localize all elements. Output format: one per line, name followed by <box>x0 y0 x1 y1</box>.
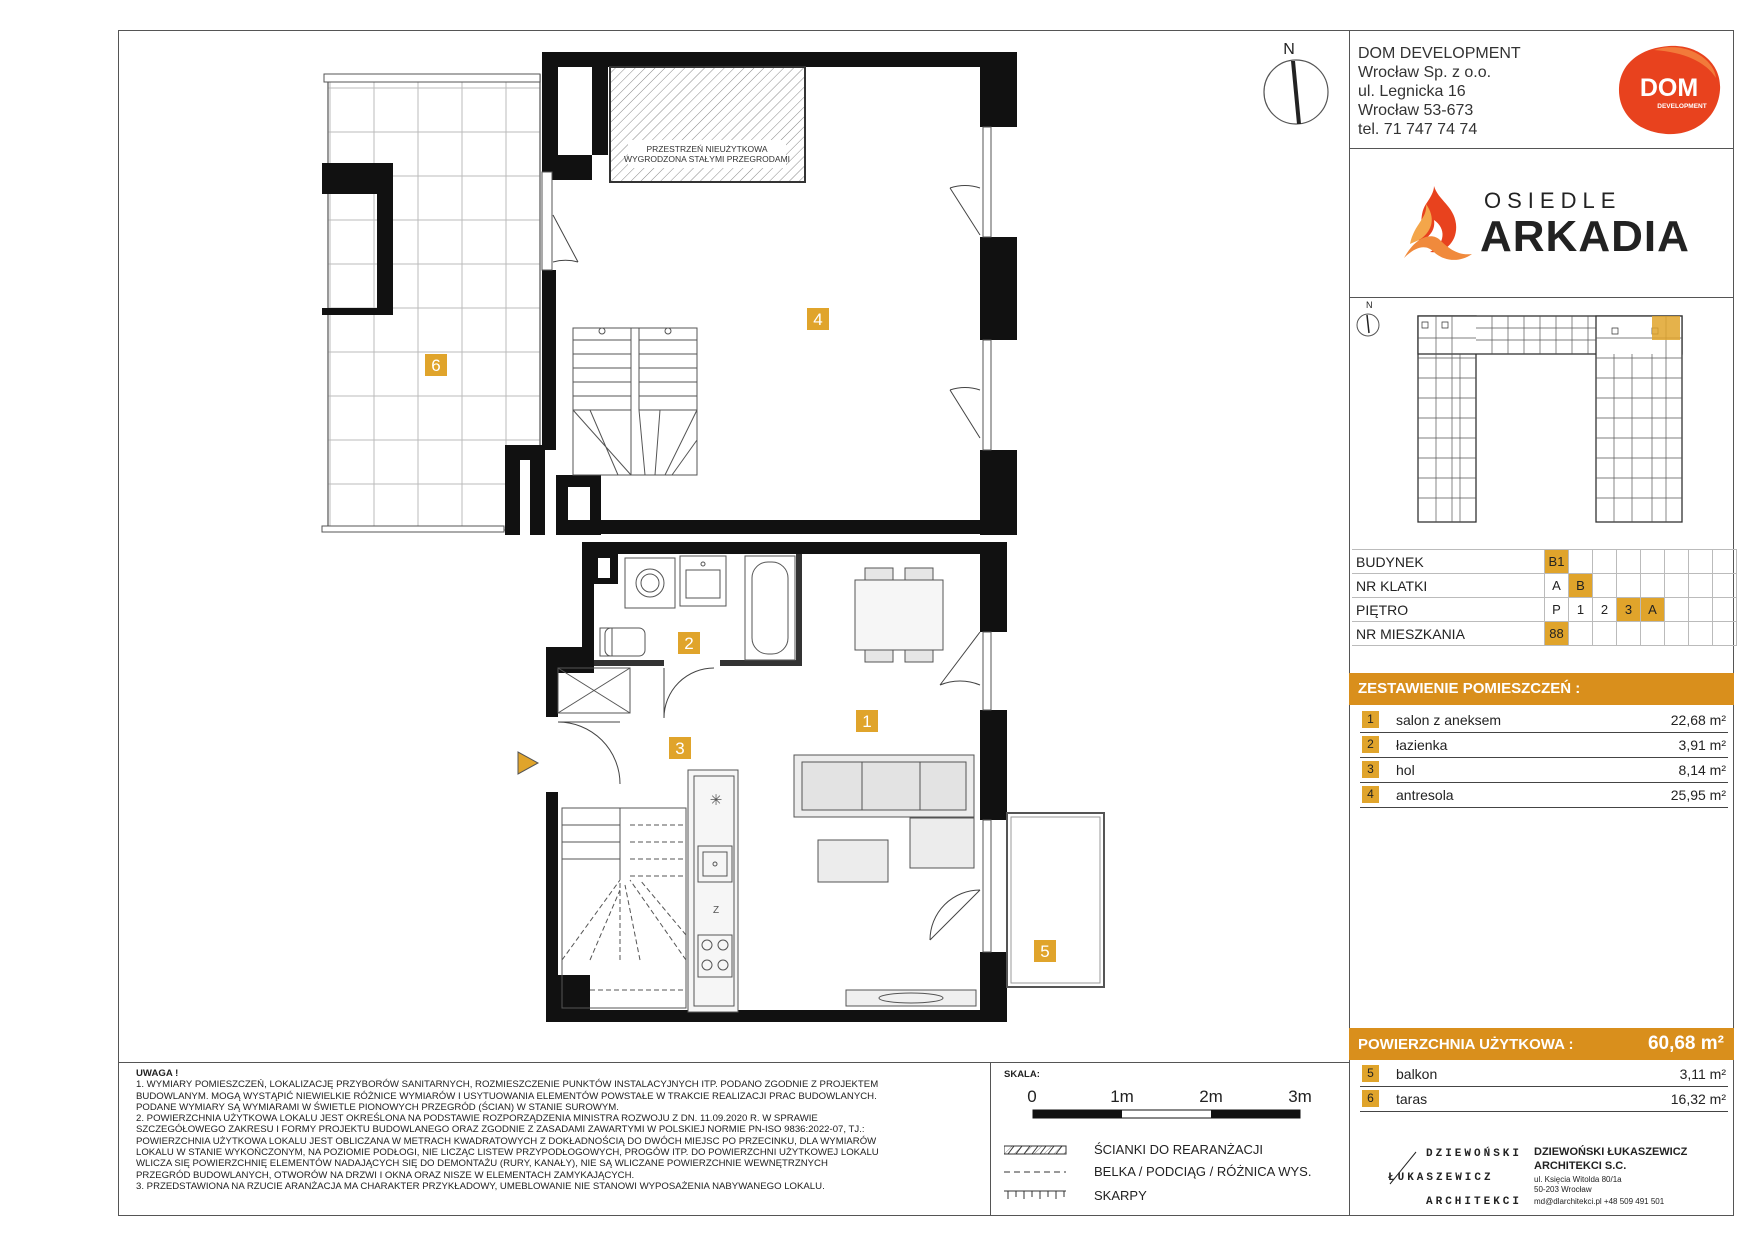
floor-value-a: A <box>1641 598 1665 622</box>
wardrobe <box>558 668 630 713</box>
note-line: WLICZA SIĘ POWIERZCHNIĘ ELEMENTÓW NADAJĄCYCH SIĘ DO DEMONTAŻU (RURY, KANAŁY), NIE SĄ WLICZANE POWIERZCHNIE WEWNĘTRZNYCH <box>136 1158 828 1170</box>
developer-phone: tel. 71 747 74 74 <box>1358 121 1478 138</box>
room-row <box>1360 758 1728 783</box>
svg-text:2: 2 <box>684 634 694 653</box>
apartment-row <box>1352 622 1737 646</box>
footer-column-divider <box>990 1062 991 1216</box>
building-label: BUDYNEK <box>1352 550 1545 574</box>
room-tag-1 <box>856 710 878 732</box>
footer-divider <box>118 1062 1349 1063</box>
room-tag-3 <box>669 737 691 759</box>
room-area: 22,68 m² <box>1670 712 1726 728</box>
living-furniture <box>794 568 976 1006</box>
note-line: BUDOWLANYM. MOGĄ WYSTĄPIĆ NIEWIELKIE RÓŻNICE WYMIARÓW I USYTUOWANIA ELEMENTÓW POWSTAŁE W TRAKCIE REALIZACJI PRAC BUDOWLANYCH. <box>136 1090 877 1102</box>
legend-item <box>996 1140 1346 1160</box>
logo-big-text: ARKADIA <box>1480 212 1690 261</box>
legend-item <box>996 1162 1346 1182</box>
building-row <box>1352 550 1737 574</box>
floor-value-3: 3 <box>1617 598 1641 622</box>
compass-icon <box>1264 41 1328 124</box>
note-line: PODANE WYMIARY SĄ WYMIARAMI W ŚWIETLE PIONOWYCH PRZEGRÓD (ŚCIAN) W STANIE SUROWYM. <box>136 1101 619 1113</box>
legend-text: SKARPY <box>1094 1188 1147 1203</box>
room-row <box>1360 708 1728 733</box>
usable-area-total <box>1349 1028 1734 1060</box>
flame-logo-icon <box>1396 184 1478 264</box>
developer-line2: Wrocław Sp. z o.o. <box>1358 64 1492 81</box>
floor-value-1: 1 <box>1569 598 1593 622</box>
scale-bar <box>1004 1066 1334 1136</box>
entrance-arrow-icon <box>518 752 538 774</box>
room-area: 25,95 m² <box>1670 787 1726 803</box>
floor-label: PIĘTRO <box>1352 598 1545 622</box>
room-name: taras <box>1396 1091 1428 1107</box>
scale-tick: 1m <box>1110 1087 1134 1106</box>
legend-item <box>996 1186 1346 1206</box>
floor-value-p: P <box>1545 598 1569 622</box>
hatched-wall-icon <box>1004 1144 1070 1158</box>
developer-city: Wrocław 53-673 <box>1358 102 1474 119</box>
svg-text:6: 6 <box>431 356 441 375</box>
room-tag-5 <box>1034 940 1056 962</box>
room-name: antresola <box>1396 787 1454 803</box>
room-number: 4 <box>1362 786 1379 803</box>
architect-name2: ARCHITEKCI S.C. <box>1534 1160 1627 1172</box>
legend-text: ŚCIANKI DO REARANŻACJI <box>1094 1142 1264 1157</box>
scale-tick: 3m <box>1288 1087 1312 1106</box>
svg-text:DEVELOPMENT: DEVELOPMENT <box>1657 103 1707 110</box>
room-number: 2 <box>1362 736 1379 753</box>
notes-block <box>136 1068 976 1192</box>
room-row <box>1360 733 1728 758</box>
svg-text:ARCHITEKCI: ARCHITEKCI <box>1426 1196 1522 1208</box>
apartment-info-table <box>1352 549 1737 646</box>
note-line: PRZEGRÓD BUDOWLANYCH, OTWORÓW NA DRZWI I OKNA ORAZ NISZE W ELEMENTACH ZAMYKAJĄCYCH. <box>136 1169 635 1181</box>
note-line: 2. POWIERZCHNIA UŻYTKOWA LOKALU JEST OKREŚLONA NA PODSTAWIE ROZPORZĄDZENIA MINISTRA ROZWOJU Z DN. 11.09.2020 R. W SPRAWIE <box>136 1113 818 1125</box>
scale-tick: 2m <box>1199 1087 1223 1106</box>
svg-text:1: 1 <box>862 712 872 731</box>
svg-text:5: 5 <box>1040 942 1050 961</box>
apartment-highlight <box>1652 316 1680 340</box>
note-line: SZCZEGÓŁOWEGO ZAKRESU I FORMY PROJEKTU BUDOWLANEGO ORAZ ZGODNIE Z ZASADAMI ZAWARTYMI W POLSKIEJ NORMIE PN-ISO 9836:2022-07, TJ.: <box>136 1124 865 1136</box>
scale-title: SKALA: <box>1004 1069 1040 1080</box>
extra-room-row <box>1360 1087 1728 1112</box>
room-area: 3,91 m² <box>1678 737 1726 753</box>
room-name: hol <box>1396 762 1415 778</box>
room-row <box>1360 783 1728 808</box>
architect-logo <box>1386 1144 1522 1210</box>
developer-name: DOM DEVELOPMENT <box>1358 45 1521 62</box>
svg-text:DOM: DOM <box>1639 74 1699 102</box>
mezzanine-doors <box>553 186 980 438</box>
compass-label: N <box>1283 41 1295 58</box>
slope-line-icon <box>1004 1188 1070 1202</box>
logo-small-text: OSIEDLE <box>1484 188 1622 213</box>
note-line: POWIERZCHNIA UŻYTKOWA LOKALU JEST OBLICZANA W METRACH KWADRATOWYCH Z DOKŁADNOŚCIĄ DO DWÓCH MIEJSC PO PRZECINKU, DLA WYMIARÓW <box>136 1135 877 1147</box>
architect-name1: DZIEWOŃSKI ŁUKASZEWICZ <box>1534 1146 1688 1158</box>
developer-address <box>1358 44 1521 139</box>
legend-text: BELKA / PODCIĄG / RÓŻNICA WYS. <box>1094 1164 1312 1179</box>
svg-text:4: 4 <box>813 310 823 329</box>
note-line: 3. PRZEDSTAWIONA NA RZUCIE ARANŻACJA MA CHARAKTER PRZYKŁADOWY, UMEBLOWANIE NIE STANOWI WYPOSAŻENIA NABYWANEGO LOKALU. <box>136 1180 825 1192</box>
non-usable-space <box>610 67 805 182</box>
notes-title: UWAGA ! <box>136 1068 179 1079</box>
room-area: 3,11 m² <box>1679 1066 1726 1082</box>
room-number: 3 <box>1362 761 1379 778</box>
staircase-value-b: B <box>1569 574 1593 598</box>
svg-text:ŁUKASZEWICZ: ŁUKASZEWICZ <box>1388 1172 1494 1184</box>
staircase-value-a: A <box>1545 574 1569 598</box>
room-name: balkon <box>1396 1066 1438 1082</box>
architect-stamp <box>1386 1144 1726 1210</box>
usable-area-label: POWIERZCHNIA UŻYTKOWA : <box>1358 1036 1574 1053</box>
keyplan-compass-label: N <box>1366 300 1373 310</box>
note-line: 1. WYMIARY POMIESZCZEŃ, LOKALIZACJĘ PRZYBORÓW SANITARNYCH, ROZMIESZCZENIE PUNKTÓW INSTALACYJNYCH ITP. PODANO ZGODNIE Z PROJEKTEM <box>136 1079 879 1091</box>
room-number: 1 <box>1362 711 1379 728</box>
room-name: salon z aneksem <box>1396 712 1502 728</box>
legend <box>996 1140 1346 1215</box>
dashed-line-icon <box>1004 1166 1070 1180</box>
architect-address2: 50-203 Wrocław <box>1534 1185 1592 1194</box>
architect-address1: ul. Księcia Witolda 80/1a <box>1534 1175 1622 1184</box>
building-value: B1 <box>1545 550 1569 574</box>
apartment-label: NR MIESZKANIA <box>1352 622 1545 646</box>
staircase-row <box>1352 574 1737 598</box>
osiedle-arkadia-logo <box>1396 178 1696 268</box>
usable-area-value: 60,68 m² <box>1647 1033 1724 1054</box>
room-number: 5 <box>1362 1065 1379 1082</box>
architect-contact: md@dlarchitekci.pl +48 509 491 501 <box>1534 1197 1665 1206</box>
developer-street: ul. Legnicka 16 <box>1358 83 1466 100</box>
floor-row <box>1352 598 1737 622</box>
hatch-note-line1: PRZESTRZEŃ NIEUŻYTKOWA <box>646 144 768 154</box>
room-area: 16,32 m² <box>1670 1091 1726 1107</box>
floor-value-2: 2 <box>1593 598 1617 622</box>
svg-text:DZIEWOŃSKI: DZIEWOŃSKI <box>1426 1148 1522 1160</box>
room-area: 8,14 m² <box>1678 762 1726 778</box>
rooms-header: ZESTAWIENIE POMIESZCZEŃ : <box>1349 673 1734 705</box>
title-block-divider <box>1349 148 1734 149</box>
kitchenette <box>688 770 738 1012</box>
building-key-plan <box>1352 298 1732 534</box>
scale-tick: 0 <box>1027 1087 1037 1106</box>
room-name: łazienka <box>1396 737 1448 753</box>
room-tag-4 <box>807 308 829 330</box>
svg-text:✳: ✳ <box>709 792 723 809</box>
room-tag-2 <box>678 632 700 654</box>
staircase-label: NR KLATKI <box>1352 574 1545 598</box>
room-tag-6 <box>425 354 447 376</box>
svg-text:3: 3 <box>675 739 685 758</box>
apartment-value: 88 <box>1545 622 1569 646</box>
dom-development-logo <box>1614 42 1724 138</box>
upper-stairs <box>573 328 697 475</box>
hatch-note-line2: WYGRODZONA STAŁYMI PRZEGRODAMI <box>623 154 791 164</box>
extra-room-row <box>1360 1062 1728 1087</box>
room-number: 6 <box>1362 1090 1379 1107</box>
note-line: LOKALU W STANIE WYKOŃCZONYM, NA POZIOMIE PODŁOGI, NIE LICZĄC LISTEW PRZYPODŁOGOWYCH, PROGÓW ITP. DO POWIERZCHNI UŻYTKOWEJ LOKALU <box>136 1147 879 1159</box>
svg-text:Z: Z <box>712 905 720 916</box>
